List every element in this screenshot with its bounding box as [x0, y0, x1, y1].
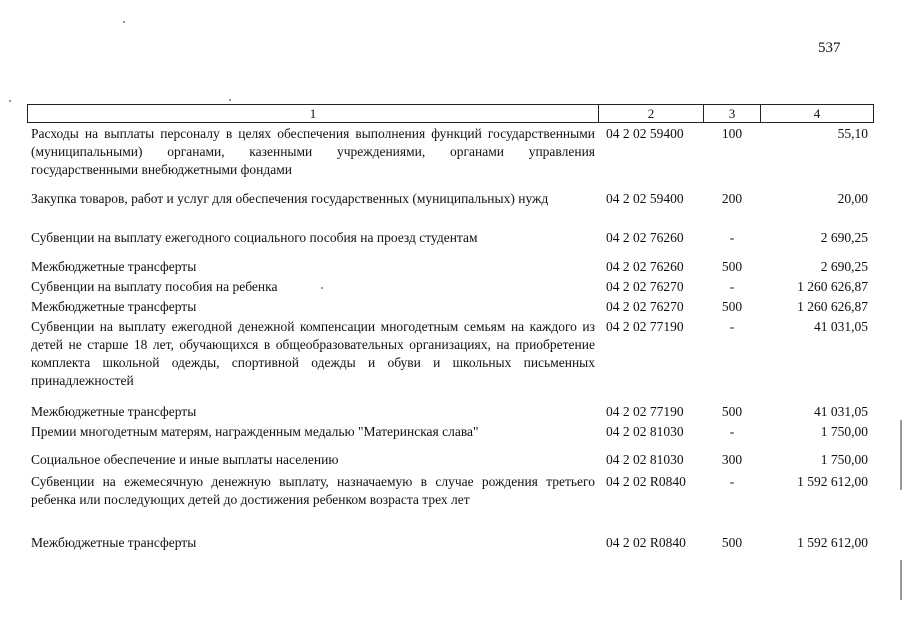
row-code: 04 2 02 59400	[606, 191, 684, 206]
row-description: Субвенции на выплату ежегодного социального пособия на проезд студентам	[31, 230, 478, 245]
row-expense-type: 200	[721, 191, 743, 206]
row-code: 04 2 02 81030	[606, 452, 684, 467]
row-code: 04 2 02 77190	[606, 319, 684, 334]
row-expense-type: -	[729, 230, 735, 245]
row-amount: 1 592 612,00	[797, 535, 868, 550]
row-description: Субвенции на выплату ежегодной денежной компенсации многодетным семьям на каждого из детей не старше 18 лет, обучающихся в общеобразовательных организациях, на приобретение комплекта школьной одежды, спортивной одежды и обуви и школьных письменных принадлежностей	[31, 319, 595, 388]
row-description: Межбюджетные трансферты	[31, 535, 197, 550]
row-expense-type: 100	[721, 126, 743, 141]
row-amount: 1 750,00	[820, 452, 868, 467]
scan-edge-mark	[900, 420, 902, 490]
row-description: Социальное обеспечение и иные выплаты населению	[31, 452, 339, 467]
row-description: Субвенции на ежемесячную денежную выплату, назначаемую в случае рождения третьего ребенка или последующих детей до достижения ребенком возраста трех лет	[31, 474, 595, 507]
row-expense-type: -	[729, 474, 735, 489]
row-code: 04 2 02 76260	[606, 259, 684, 274]
row-code: 04 2 02 R0840	[606, 535, 686, 550]
row-expense-type: -	[729, 319, 735, 334]
row-amount: 1 592 612,00	[797, 474, 868, 489]
row-amount: 1 260 626,87	[797, 299, 868, 314]
row-description: Межбюджетные трансферты	[31, 299, 197, 314]
row-amount: 1 750,00	[820, 424, 868, 439]
scan-edge-mark	[900, 560, 902, 600]
row-amount: 2 690,25	[820, 259, 868, 274]
row-amount: 41 031,05	[814, 319, 868, 334]
row-description: Межбюджетные трансферты	[31, 259, 197, 274]
row-description: Субвенции на выплату пособия на ребенка	[31, 279, 278, 294]
row-description: Закупка товаров, работ и услуг для обеспечения государственных (муниципальных) нужд	[31, 191, 549, 206]
column-header-4: 4	[813, 106, 821, 121]
row-expense-type: 500	[721, 299, 743, 314]
row-amount: 2 690,25	[820, 230, 868, 245]
page-number: 537	[818, 40, 841, 56]
column-header-3: 3	[728, 106, 736, 121]
row-amount: 20,00	[837, 191, 868, 206]
column-header-2: 2	[647, 106, 655, 121]
scan-speck	[9, 100, 11, 102]
row-description: Премии многодетным матерям, награжденным медалью "Материнская слава"	[31, 424, 479, 439]
row-code: 04 2 02 76270	[606, 279, 684, 294]
row-expense-type: -	[729, 279, 735, 294]
row-expense-type: 500	[721, 259, 743, 274]
row-amount: 55,10	[837, 126, 868, 141]
row-code: 04 2 02 76270	[606, 299, 684, 314]
row-code: 04 2 02 R0840	[606, 474, 686, 489]
row-code: 04 2 02 77190	[606, 404, 684, 419]
row-amount: 41 031,05	[814, 404, 868, 419]
row-expense-type: 300	[721, 452, 743, 467]
row-amount: 1 260 626,87	[797, 279, 868, 294]
row-code: 04 2 02 76260	[606, 230, 684, 245]
row-expense-type: 500	[721, 404, 743, 419]
row-description: Межбюджетные трансферты	[31, 404, 197, 419]
row-code: 04 2 02 59400	[606, 126, 684, 141]
scan-speck	[123, 21, 125, 23]
row-expense-type: -	[729, 424, 735, 439]
row-code: 04 2 02 81030	[606, 424, 684, 439]
row-expense-type: 500	[721, 535, 743, 550]
column-header-1: 1	[309, 106, 317, 121]
table-column-header	[27, 104, 874, 123]
scan-speck	[229, 99, 231, 101]
row-description: Расходы на выплаты персоналу в целях обеспечения выполнения функций государственными (муниципальными) органами, казенными учреждениями, органами управления государственными внебюджетными фондами	[31, 126, 595, 177]
